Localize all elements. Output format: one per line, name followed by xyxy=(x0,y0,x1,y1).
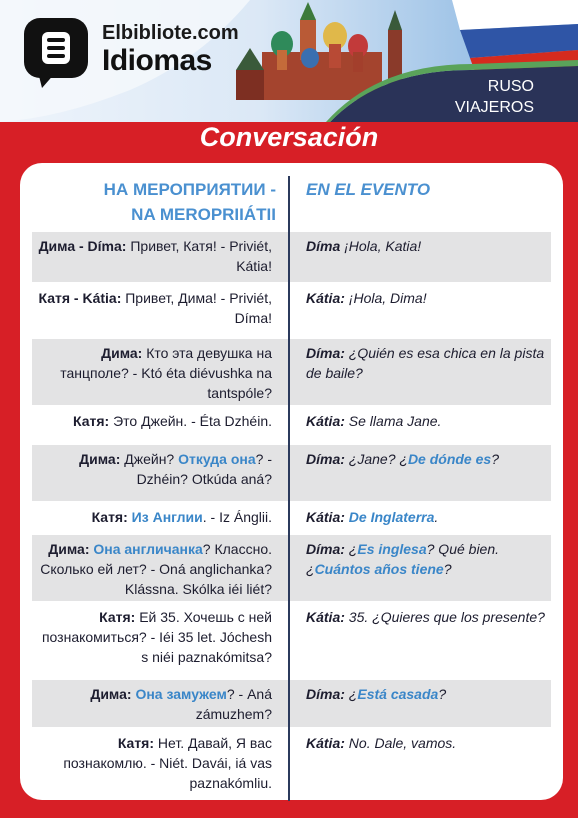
speaker-name: Катя: xyxy=(117,735,155,751)
logo-badge-icon xyxy=(24,18,88,78)
conversation-row xyxy=(32,284,551,332)
page-title: Conversación xyxy=(199,122,379,152)
line-text: Нет. Давай, Я вас познакомлю. - Niét. Davái, iá vas paznakómliu. xyxy=(63,735,272,791)
speaker-name: Катя - Kátia: xyxy=(38,290,122,306)
spanish-line xyxy=(306,449,546,469)
column-divider xyxy=(288,176,290,801)
conversation-row xyxy=(32,445,551,501)
russian-header-cyrillic: НА МЕРОПРИЯТИИ - xyxy=(103,180,276,199)
line-text: ? Qué bien. ¿ xyxy=(306,541,500,577)
conversation-row xyxy=(32,407,551,443)
spanish-line xyxy=(306,411,546,431)
russian-column-header xyxy=(32,177,276,227)
speaker-name: Díma: xyxy=(306,451,345,467)
conversation-row xyxy=(32,535,551,601)
line-text: No. Dale, vamos. xyxy=(344,735,457,751)
speaker-name: Катя: xyxy=(91,509,128,525)
conversation-row xyxy=(32,729,551,795)
conversation-row xyxy=(32,603,551,675)
line-text: Джейн? xyxy=(120,451,179,467)
spanish-line xyxy=(306,343,546,383)
line-text: ¿ xyxy=(344,686,358,702)
speaker-name: Дима: xyxy=(79,451,121,467)
line-text: ? - Aná zámuzhem? xyxy=(195,686,272,722)
speaker-name: Дима: xyxy=(48,541,90,557)
speaker-name: Díma xyxy=(306,238,341,254)
speaker-name: Díma: xyxy=(306,345,345,361)
speaker-name: Díma: xyxy=(306,541,345,557)
book-icon xyxy=(34,26,78,70)
key-phrase: De Inglaterra xyxy=(348,509,435,525)
line-text: ¿Quién es esa chica en la pista de baile? xyxy=(306,345,545,381)
speaker-name: Kátia: xyxy=(306,735,345,751)
russian-line xyxy=(32,733,272,793)
russian-line xyxy=(32,539,272,599)
line-text: 35. ¿Quieres que los presente? xyxy=(344,609,545,625)
speaker-name: Kátia: xyxy=(306,509,345,525)
logo xyxy=(24,18,239,90)
speaker-name: Дима: xyxy=(101,345,143,361)
key-phrase: Она англичанка xyxy=(93,541,203,557)
line-text: ¡Hola, Katia! xyxy=(340,238,422,254)
key-phrase: Она замужем xyxy=(135,686,227,702)
key-phrase: De dónde es xyxy=(407,451,492,467)
russian-line xyxy=(32,343,272,403)
key-phrase: Cuántos años tiene xyxy=(314,561,444,577)
key-phrase: Откуда она xyxy=(178,451,256,467)
spanish-line xyxy=(306,288,546,308)
line-text: Привет, Катя! - Priviét, Kátia! xyxy=(126,238,272,274)
header-banner xyxy=(0,0,578,122)
speaker-name: Дима - Díma: xyxy=(38,238,127,254)
category-tag xyxy=(455,76,534,118)
speaker-name: Kátia: xyxy=(306,609,345,625)
conversation-row xyxy=(32,680,551,727)
speaker-name: Дима: xyxy=(90,686,132,702)
speech-tail-icon xyxy=(38,72,56,88)
conversation-row xyxy=(32,503,551,533)
line-text: ¿ xyxy=(344,541,358,557)
line-text: Ей 35. Хочешь с ней познакомиться? - Iéi 35 let. Jóchesh s niéi paznakómitsa? xyxy=(41,609,272,665)
line-text: ? xyxy=(438,686,447,702)
speaker-name: Kátia: xyxy=(306,290,345,306)
line-text: ? xyxy=(491,451,499,467)
speaker-name: Kátia: xyxy=(306,413,345,429)
conversation-row xyxy=(32,232,551,282)
key-phrase: Es inglesa xyxy=(357,541,427,557)
line-text: ¡Hola, Dima! xyxy=(344,290,427,306)
spanish-line xyxy=(306,539,546,579)
spanish-line xyxy=(306,607,546,627)
russian-line xyxy=(32,507,272,527)
spanish-line xyxy=(306,733,546,753)
speaker-name: Díma: xyxy=(306,686,345,702)
line-text: Se llama Jane. xyxy=(344,413,442,429)
speaker-name: Катя: xyxy=(99,609,136,625)
russian-line xyxy=(32,236,272,276)
russian-line xyxy=(32,411,272,431)
key-phrase: Из Англии xyxy=(131,509,203,525)
conversation-row xyxy=(32,339,551,405)
line-text: ? - Dzhéin? Otkúda aná? xyxy=(136,451,272,487)
line-text: . - Iz Ánglii. xyxy=(202,509,272,525)
tag-language: RUSO xyxy=(487,78,534,95)
russian-line xyxy=(32,684,272,724)
logo-site-name: Elbibliote.com xyxy=(102,22,239,44)
russian-header-transliteration: NA MEROPRIIÁTII xyxy=(131,205,276,224)
logo-brand: Idiomas xyxy=(102,44,212,77)
russian-line xyxy=(32,288,272,328)
spanish-column-header: EN EL EVENTO xyxy=(306,180,431,199)
russian-line xyxy=(32,607,272,667)
line-text: Кто эта девушка на танцполе? - Któ éta diévushka na tantspóle? xyxy=(60,345,272,401)
speaker-name: Катя: xyxy=(73,413,110,429)
russian-line xyxy=(32,449,272,489)
line-text: . xyxy=(434,509,439,525)
tag-audience: VIAJEROS xyxy=(454,99,534,116)
line-text: Привет, Дима! - Priviét, Díma! xyxy=(121,290,272,326)
spanish-line xyxy=(306,507,546,527)
line-text: ? xyxy=(443,561,452,577)
spanish-line xyxy=(306,684,546,704)
spanish-line xyxy=(306,236,546,256)
key-phrase: Está casada xyxy=(357,686,439,702)
line-text: ¿Jane? ¿ xyxy=(344,451,408,467)
conversation-card xyxy=(20,163,563,800)
line-text: Это Джейн. - Éta Dzhéin. xyxy=(109,413,272,429)
line-text: ? Классно. Сколько ей лет? - Oná anglichanka? Klássna. Skólka iéi liét? xyxy=(40,541,272,597)
